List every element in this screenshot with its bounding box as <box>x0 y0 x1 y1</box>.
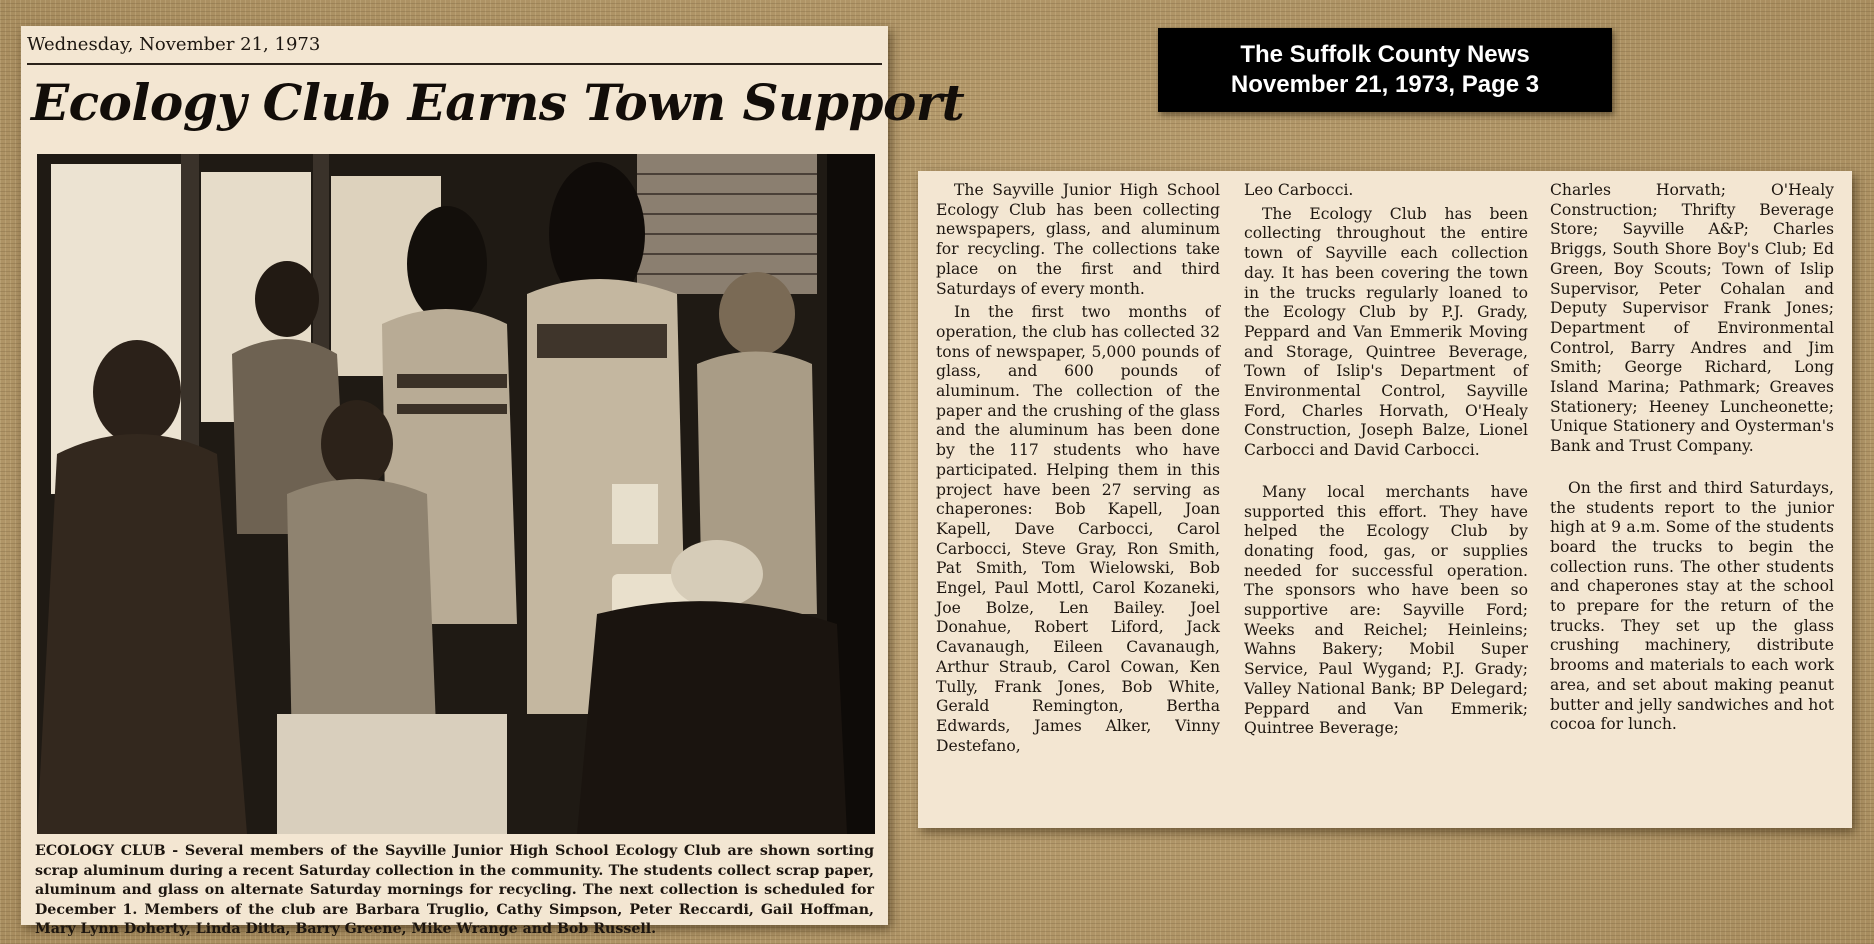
photo-clipping <box>21 26 965 937</box>
title-line-paper: The Suffolk County News <box>1240 41 1530 68</box>
club-photo-image <box>37 154 875 834</box>
article-paragraph: Charles Horvath; O'Healy Construction; Thrifty Beverage Store; Sayville A&P; Charles Briggs, South Shore Boy's Club; Ed Green, Boy Scouts; Town of Islip Supervisor, Peter Cohalan and Deputy Supervisor Frank Jones; Department of Environmental Control, Barry Andres and Jim Smith; George Richard, Long Island Marina; Pathmark; Greaves Stationery; Heeney Luncheonette; Unique Stationery and Oysterman's Bank and Trust Company. <box>1550 181 1834 456</box>
club-photo <box>37 154 875 834</box>
dateline-rule <box>27 63 882 65</box>
article-column-2 <box>1244 181 1528 739</box>
article-column-3 <box>1550 181 1834 735</box>
article-paragraph: Leo Carbocci. <box>1244 181 1354 199</box>
title-line-date: November 21, 1973, Page 3 <box>1230 71 1540 98</box>
article-paragraph: The Ecology Club has been collecting throughout the entire town of Sayville each collection day. It has been covering the town in the trucks regularly loaned to the Ecology Club by P.J. Grady, Peppard and Van Emmerik Moving and Storage, Quintree Beverage, Town of Islip's Department of Environmental Control, Sayville Ford, Charles Horvath, O'Healy Construction, Joseph Balze, Lionel Carbocci and David Carbocci. <box>1244 204 1528 460</box>
article-paragraph: The Sayville Junior High School Ecology Club has been collecting newspapers, glass, and aluminum for recycling. The collections take place on the first and third Saturdays of every month. <box>936 181 1220 298</box>
title-label-box <box>1158 28 1612 112</box>
article-paragraph: Many local merchants have supported this effort. They have helped the Ecology Club by donating food, gas, or supplies needed for successful operation. The sponsors who have been so supportive are: Sayville Ford; Weeks and Reichel; Heinleins; Wahns Bakery; Mobil Super Service, Paul Wygand; P.J. Grady; Valley National Bank; BP Delegard; Peppard and Van Emmerik; Quintree Beverage; <box>1244 482 1528 738</box>
article-paragraph: On the first and third Saturdays, the students report to the junior high at 9 a.m. Some of the students board the trucks to begin the collection runs. The other students and chaperones stay at the school to prepare for the return of the trucks. They set up the glass crushing machinery, distribute brooms and materials to each work area, and set about making peanut butter and jelly sandwiches and hot cocoa for lunch. <box>1550 478 1834 734</box>
article-clipping <box>918 171 1852 828</box>
dateline: Wednesday, November 21, 1973 <box>27 34 321 55</box>
article-paragraph: In the first two months of operation, the club has collected 32 tons of newspaper, 5,000 pounds of glass, and 600 pounds of aluminum. The collection of the paper and the crushing of the glass and the aluminum has been done by the 117 students who have participated. Helping them in this project have been 27 serving as chaperones: Bob Kapell, Joan Kapell, Dave Carbocci, Carol Carbocci, Steve Gray, Ron Smith, Pat Smith, Tom Wielowski, Bob Engel, Paul Mottl, Carol Kozaneki, Joe Bolze, Len Bailey. Joel Donahue, Robert Liford, Jack Cavanaugh, Eileen Cavanaugh, Arthur Straub, Carol Cowan, Ken Tully, Frank Jones, Bob White, Gerald Remington, Bertha Edwards, James Alker, Vinny Destefano, <box>936 303 1220 755</box>
photo-caption: ECOLOGY CLUB - Several members of the Sayville Junior High School Ecology Club are shown sorting scrap aluminum during a recent Saturday collection in the community. The students collect scrap paper, aluminum and glass on alternate Saturday mornings for recycling. The next collection is scheduled for December 1. Members of the club are Barbara Truglio, Cathy Simpson, Peter Reccardi, Gail Hoffman, Mary Lynn Doherty, Linda Ditta, Barry Greene, Mike Wrange and Bob Russell. <box>35 843 874 937</box>
headline: Ecology Club Earns Town Support <box>31 73 965 132</box>
article-column-1 <box>936 181 1220 756</box>
